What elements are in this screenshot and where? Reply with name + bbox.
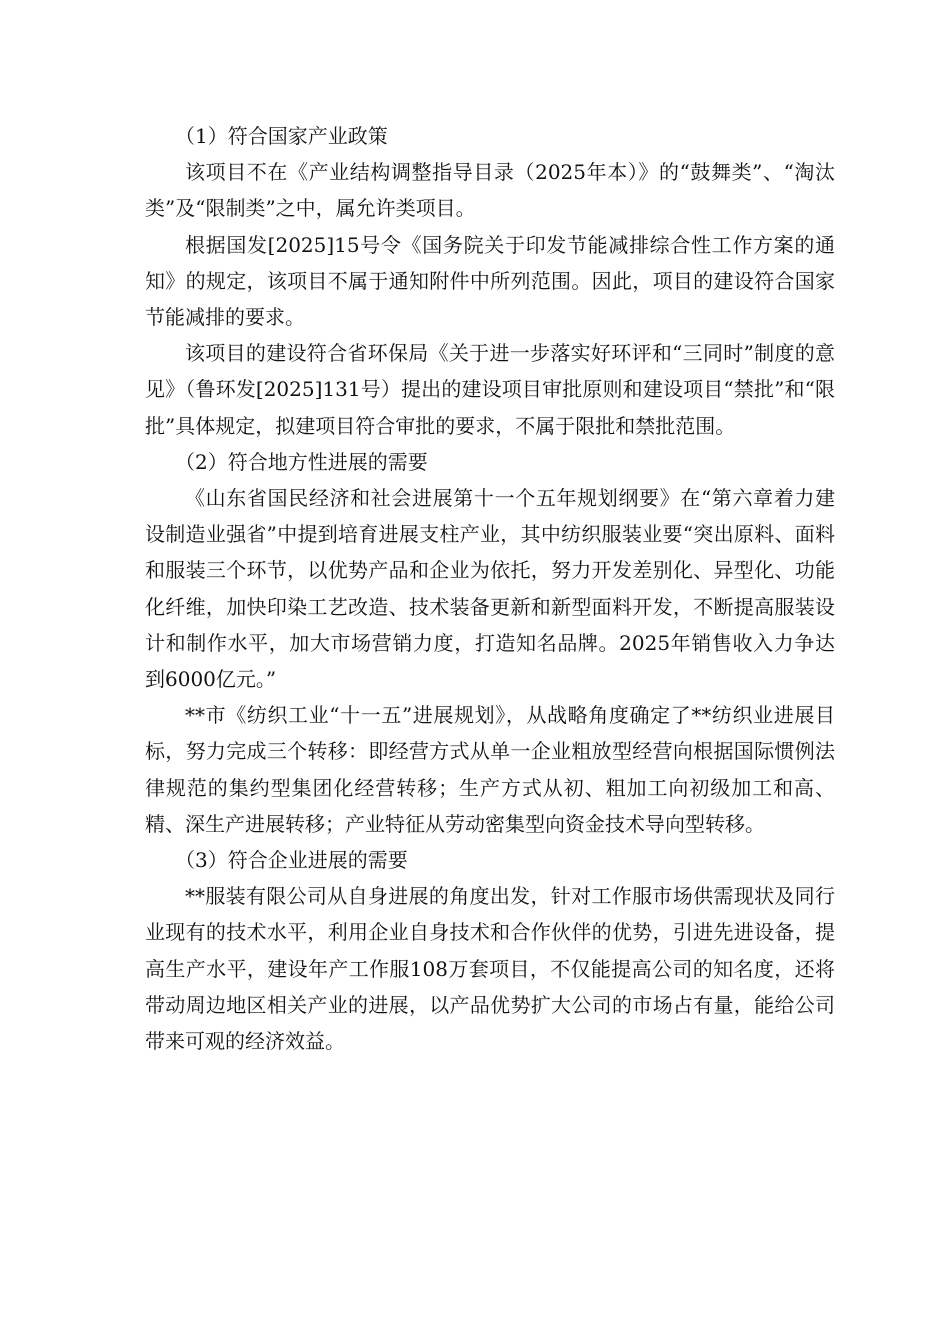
section-heading-local-development: （2）符合地方性进展的需要 bbox=[175, 449, 428, 474]
paragraph-shandong-plan: 《山东省国民经济和社会进展第十一个五年规划纲要》在“第六章着力建设制造业强省”中提到培育进展支柱产业，其中纺织服装业要“突出原料、面料和服装三个环节，以优势产品和企业为依托，努力开发差别化、异型化、功能化纤维，加快印染工艺改造、技术装备更新和新型面料开发，不断提高服装设计和制作水平，加大市场营销力度，打造知名品牌。2025年销售收入力争达到6000亿元。” bbox=[145, 486, 835, 692]
paragraph-industry-catalog: 该项目不在《产业结构调整指导目录（2025年本）》的“鼓舞类”、“淘汰类”及“限制类”之中，属允许类项目。 bbox=[145, 160, 835, 221]
section-heading-national-policy: （1）符合国家产业政策 bbox=[175, 124, 388, 148]
section-heading-enterprise-development: （3）符合企业进展的需要 bbox=[175, 848, 408, 873]
paragraph-energy-saving: 根据国发[2025]15号令《国务院关于印发节能减排综合性工作方案的通知》的规定，该项目不属于通知附件中所列范围。因此，项目的建设符合国家节能减排的要求。 bbox=[145, 232, 835, 330]
paragraph-city-textile-plan: **市《纺织工业“十一五”进展规划》，从战略角度确定了**纺织业进展目标，努力完成三个转移：即经营方式从单一企业粗放型经营向根据国际惯例法律规范的集约型集团化经营转移；生产方式从初、粗加工向初级加工和高、精、深生产进展转移；产业特征从劳动密集型向资金技术导向型转移。 bbox=[145, 703, 835, 836]
paragraph-environmental-approval: 该项目的建设符合省环保局《关于进一步落实好环评和“三同时”制度的意见》（鲁环发[2025]131号）提出的建设项目审批原则和建设项目“禁批”和“限批”具体规定，拟建项目符合审批的要求，不属于限批和禁批范围。 bbox=[145, 341, 835, 438]
document-body bbox=[145, 118, 835, 1059]
paragraph-company-project: **服装有限公司从自身进展的角度出发，针对工作服市场供需现状及同行业现有的技术水平，利用企业自身技术和合作伙伴的优势，引进先进设备，提高生产水平，建设年产工作服108万套项目，不仅能提高公司的知名度，还将带动周边地区相关产业的进展，以产品优势扩大公司的市场占有量，能给公司带来可观的经济效益。 bbox=[145, 884, 835, 1054]
